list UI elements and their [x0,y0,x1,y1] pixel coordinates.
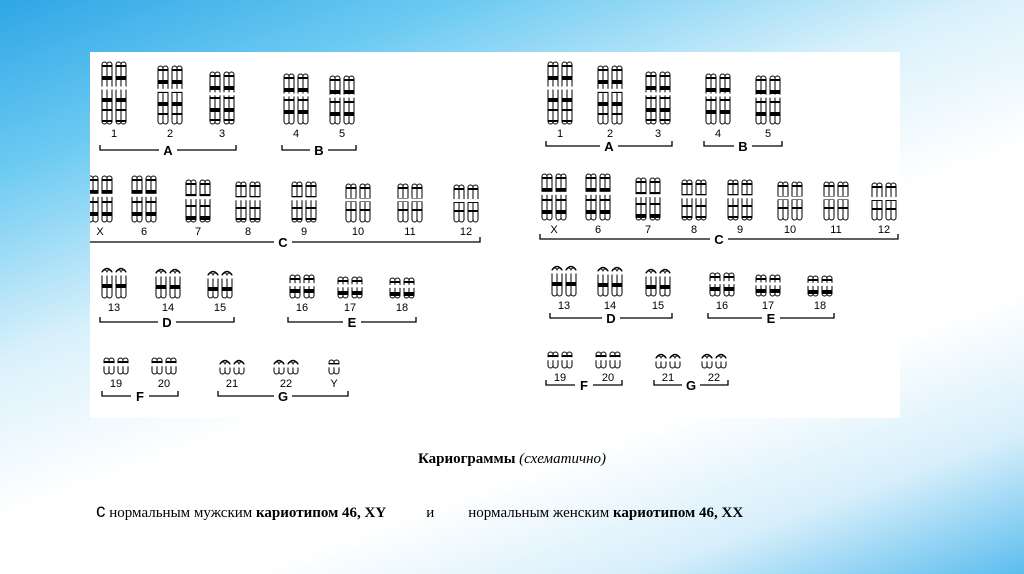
chromosome-number: 16 [295,302,309,314]
chromosome-5 [330,76,355,124]
caption-and: и [426,505,435,521]
chromosome-number: 12 [877,224,891,236]
chromosome-number: 9 [736,224,744,236]
chromosome-number: 6 [140,226,148,238]
chromosome-number: 18 [813,300,827,312]
chromosome-2 [158,66,183,124]
chromosome-number: 4 [714,128,722,140]
chromosome-number: 19 [109,378,123,390]
caption-female-prefix: нормальным женским [468,505,613,521]
chromosome-1 [102,62,127,124]
chromosome-number: 21 [661,372,675,384]
chromosome-16 [710,273,735,296]
chromosome-Y [329,360,340,374]
karyogram-male [90,62,480,404]
chromosome-number: 14 [161,302,175,314]
chromosome-number: 22 [279,378,293,390]
chromosome-11 [398,184,423,222]
chromosome-number: 3 [218,128,226,140]
chromosome-number: 17 [761,300,775,312]
chromosome-8 [236,182,261,222]
chromosome-12 [872,183,897,220]
chromosome-14 [598,268,623,297]
chromosome-20 [596,352,621,368]
chromosome-2 [598,66,623,124]
chromosome-7 [636,178,661,220]
chromosome-14 [156,270,181,299]
chromosome-number: 10 [783,224,797,236]
chromosome-number: 13 [557,300,571,312]
chromosome-number: 21 [225,378,239,390]
group-label-D: D [606,311,616,326]
chromosome-number: 20 [601,372,615,384]
chromosome-8 [682,180,707,220]
karyogram-canvas [90,52,900,418]
chromosome-10 [778,182,803,220]
chromosome-18 [808,276,833,296]
chromosome-number: X [550,224,558,236]
chromosome-18 [390,278,415,298]
chromosome-number: 10 [351,226,365,238]
caption-title-italic: (схематично) [519,451,607,467]
group-label-G: G [277,389,289,404]
chromosome-number: 14 [603,300,617,312]
chromosome-10 [346,184,371,222]
chromosome-number: 20 [157,378,171,390]
chromosome-3 [210,72,235,124]
chromosome-number: 3 [654,128,662,140]
chromosome-number: 1 [110,128,118,140]
caption-female-karyotype: кариотипом 46, XX [612,505,744,521]
chromosome-number: 6 [594,224,602,236]
group-label-A: A [163,143,173,158]
chromosome-number: 1 [556,128,564,140]
chromosome-X [90,176,113,222]
chromosome-22 [702,355,727,369]
chromosome-number: 4 [292,128,300,140]
group-label-F: F [580,378,588,393]
chromosome-3 [646,72,671,124]
chromosome-number: 2 [606,128,614,140]
group-label-B: B [738,139,748,154]
chromosome-number: 5 [338,128,346,140]
group-label-D: D [162,315,172,330]
caption-line [96,501,743,523]
caption-title-bold: Кариограммы [417,451,516,467]
chromosome-21 [220,361,245,375]
chromosome-number: 5 [764,128,772,140]
chromosome-number: 15 [213,302,227,314]
chromosome-13 [552,267,577,297]
chromosome-15 [208,272,233,299]
chromosome-number: X [96,226,104,238]
chromosome-13 [102,269,127,299]
chromosome-4 [706,74,731,124]
chromosome-number: 2 [166,128,174,140]
chromosome-6 [586,174,611,220]
chromosome-9 [728,180,753,220]
chromosome-number: 12 [459,226,473,238]
group-label-G: G [685,378,697,393]
chromosome-number: 11 [830,224,842,236]
chromosome-17 [338,277,363,298]
group-label-C: C [714,232,724,247]
chromosome-16 [290,275,315,298]
chromosome-number: 11 [404,226,416,238]
chromosome-number: 18 [395,302,409,314]
chromosome-number: 22 [707,372,721,384]
caption-lead-letter: с [96,501,106,522]
chromosome-15 [646,270,671,297]
chromosome-6 [132,176,157,222]
chromosome-22 [274,361,299,375]
chromosome-number: 17 [343,302,357,314]
chromosome-20 [152,358,177,374]
group-label-A: A [604,139,614,154]
chromosome-number: 15 [651,300,665,312]
chromosome-number: 7 [194,226,202,238]
group-label-B: B [314,143,324,158]
group-label-F: F [136,389,144,404]
chromosome-5 [756,76,781,124]
chromosome-11 [824,182,849,220]
group-label-C: C [278,235,288,250]
chromosome-4 [284,74,309,124]
chromosome-19 [548,352,573,368]
group-label-E: E [347,315,357,330]
chromosome-number: 16 [715,300,729,312]
chromosome-number: 13 [107,302,121,314]
chromosome-X [542,174,567,220]
chromosome-number: 8 [690,224,698,236]
chromosome-number: Y [330,378,338,390]
chromosome-12 [454,185,479,222]
caption-title [0,451,1024,468]
karyogram-female [540,62,898,393]
chromosome-9 [292,182,317,222]
karyogram-figure [90,52,900,418]
caption-male-prefix: нормальным мужским [105,505,257,521]
chromosome-number: 8 [244,226,252,238]
chromosome-number: 19 [553,372,567,384]
chromosome-number: 7 [644,224,652,236]
chromosome-7 [186,180,211,222]
chromosome-19 [104,358,129,374]
chromosome-number: 9 [300,226,308,238]
chromosome-21 [656,355,681,369]
caption-male-karyotype: кариотипом 46, XY [256,505,387,521]
group-label-E: E [766,311,776,326]
chromosome-1 [548,62,573,124]
chromosome-17 [756,275,781,296]
